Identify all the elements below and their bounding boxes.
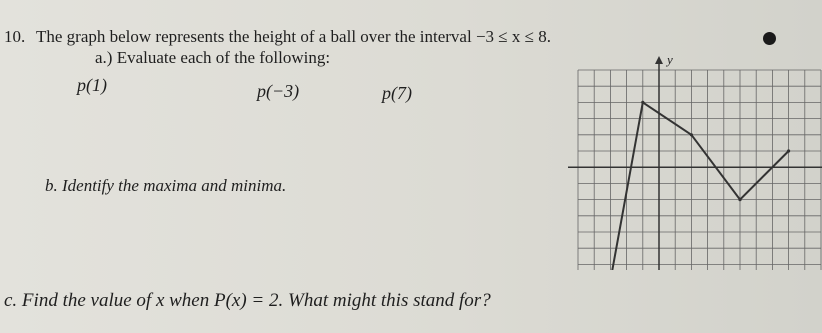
part-b-prompt: b. Identify the maxima and minima. <box>45 176 287 195</box>
curve-point <box>690 133 693 136</box>
expression-p-1: p(1) <box>77 75 107 95</box>
curve-points <box>609 101 790 270</box>
part-a-prompt: a.) Evaluate each of the following: <box>95 48 331 67</box>
question-number: 10. <box>4 27 26 46</box>
expression-p-neg3: p(−3) <box>257 81 300 101</box>
part-c-prompt: c. Find the value of x when P(x) = 2. What might this stand for? <box>4 290 491 311</box>
y-axis-label: y <box>667 52 673 67</box>
curve-point <box>641 101 644 104</box>
y-axis-arrow <box>655 56 663 64</box>
curve-point <box>787 149 790 152</box>
graph-grid <box>578 70 821 270</box>
question-prompt: The graph below represents the height of a ball over the interval −3 ≤ x ≤ 8. <box>36 27 551 46</box>
height-graph <box>560 50 822 270</box>
height-curve <box>610 102 788 270</box>
expression-p-7: p(7) <box>382 83 412 103</box>
curve-point <box>738 198 741 201</box>
ink-dot <box>763 32 776 45</box>
